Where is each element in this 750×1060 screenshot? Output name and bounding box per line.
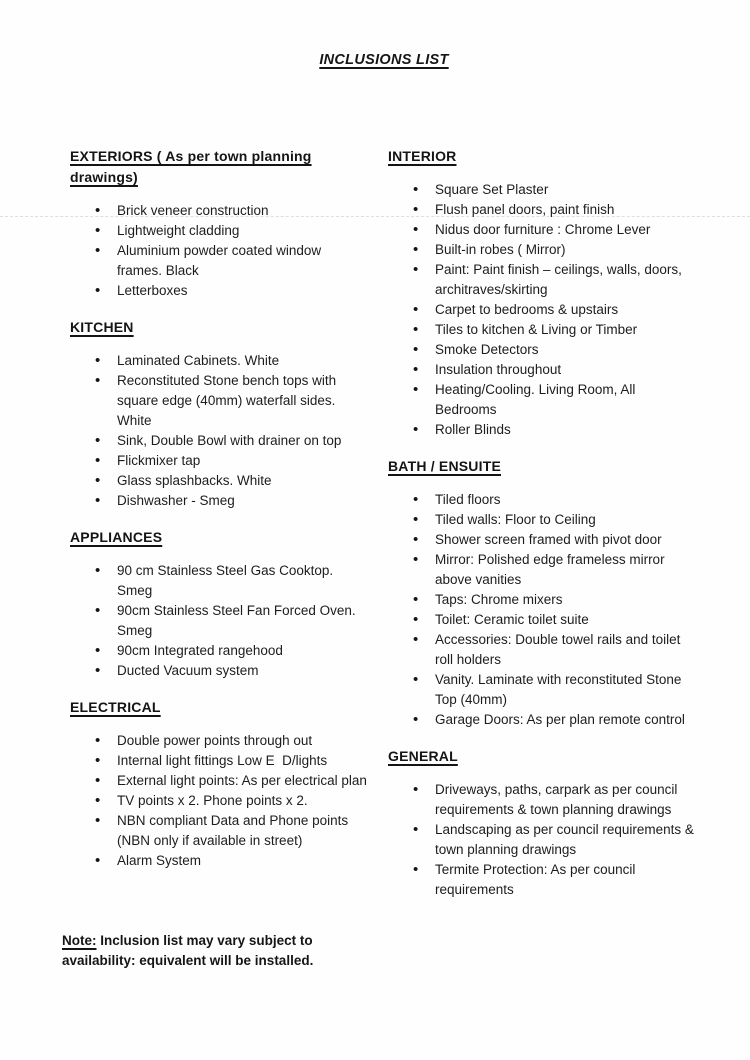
list-item: • Square Set Plaster bbox=[435, 180, 700, 200]
list-item: • Brick veneer construction bbox=[117, 201, 368, 221]
list-item: • Shower screen framed with pivot door bbox=[435, 530, 700, 550]
footer-note bbox=[62, 931, 330, 971]
section-general bbox=[388, 746, 700, 900]
section-bath-ensuite bbox=[388, 456, 700, 730]
section-item-list bbox=[70, 201, 368, 301]
list-item: • Double power points through out bbox=[117, 731, 368, 751]
list-item: • Reconstituted Stone bench tops with square edge (40mm) waterfall sides. White bbox=[117, 371, 368, 431]
list-item: • TV points x 2. Phone points x 2. bbox=[117, 791, 368, 811]
list-item: • Taps: Chrome mixers bbox=[435, 590, 700, 610]
list-item: • Built-in robes ( Mirror) bbox=[435, 240, 700, 260]
list-item: • Mirror: Polished edge frameless mirror above vanities bbox=[435, 550, 700, 590]
list-item: • 90 cm Stainless Steel Gas Cooktop. Smeg bbox=[117, 561, 368, 601]
list-item: • Flush panel doors, paint finish bbox=[435, 200, 700, 220]
note-label: Note: bbox=[62, 933, 97, 948]
section-heading-interior: INTERIOR bbox=[388, 148, 457, 164]
section-item-list bbox=[388, 180, 700, 440]
list-item: • Heating/Cooling. Living Room, All Bedrooms bbox=[435, 380, 700, 420]
list-item: • Smoke Detectors bbox=[435, 340, 700, 360]
section-heading-kitchen: KITCHEN bbox=[70, 319, 134, 335]
section-electrical bbox=[70, 697, 368, 871]
section-kitchen bbox=[70, 317, 368, 511]
list-item: • Lightweight cladding bbox=[117, 221, 368, 241]
section-item-list bbox=[388, 780, 700, 900]
list-item: • Ducted Vacuum system bbox=[117, 661, 368, 681]
section-item-list bbox=[388, 490, 700, 730]
list-item: • Tiled walls: Floor to Ceiling bbox=[435, 510, 700, 530]
list-item: • Paint: Paint finish – ceilings, walls, doors, architraves/skirting bbox=[435, 260, 700, 300]
section-appliances bbox=[70, 527, 368, 681]
section-heading-general: GENERAL bbox=[388, 748, 458, 764]
list-item: • Driveways, paths, carpark as per council requirements & town planning drawings bbox=[435, 780, 700, 820]
list-item: • Insulation throughout bbox=[435, 360, 700, 380]
list-item: • Carpet to bedrooms & upstairs bbox=[435, 300, 700, 320]
list-item: • External light points: As per electrical plan bbox=[117, 771, 368, 791]
list-item: • Roller Blinds bbox=[435, 420, 700, 440]
list-item: • Tiled floors bbox=[435, 490, 700, 510]
section-heading-exteriors: EXTERIORS ( As per town planning drawings) bbox=[70, 148, 312, 185]
section-item-list bbox=[70, 351, 368, 511]
list-item: • Landscaping as per council requirements & town planning drawings bbox=[435, 820, 700, 860]
list-item: • Tiles to kitchen & Living or Timber bbox=[435, 320, 700, 340]
left-column bbox=[70, 146, 368, 887]
list-item: • Dishwasher - Smeg bbox=[117, 491, 368, 511]
list-item: • Termite Protection: As per council requirements bbox=[435, 860, 700, 900]
list-item: • Internal light fittings Low E D/lights bbox=[117, 751, 368, 771]
list-item: • Nidus door furniture : Chrome Lever bbox=[435, 220, 700, 240]
list-item: • 90cm Integrated rangehood bbox=[117, 641, 368, 661]
list-item: • Garage Doors: As per plan remote control bbox=[435, 710, 700, 730]
list-item: • Glass splashbacks. White bbox=[117, 471, 368, 491]
note-text: Inclusion list may vary subject to availability: equivalent will be installed. bbox=[62, 933, 314, 968]
section-item-list bbox=[70, 561, 368, 681]
list-item: • Toilet: Ceramic toilet suite bbox=[435, 610, 700, 630]
page-title: INCLUSIONS LIST bbox=[319, 52, 449, 68]
list-item: • Letterboxes bbox=[117, 281, 368, 301]
section-heading-bath-ensuite: BATH / ENSUITE bbox=[388, 458, 501, 474]
list-item: • Aluminium powder coated window frames. Black bbox=[117, 241, 368, 281]
section-interior bbox=[388, 146, 700, 440]
section-item-list bbox=[70, 731, 368, 871]
right-column bbox=[388, 146, 700, 916]
list-item: • 90cm Stainless Steel Fan Forced Oven. Smeg bbox=[117, 601, 368, 641]
section-heading-appliances: APPLIANCES bbox=[70, 529, 163, 545]
list-item: • Alarm System bbox=[117, 851, 368, 871]
list-item: • Laminated Cabinets. White bbox=[117, 351, 368, 371]
list-item: • NBN compliant Data and Phone points (NBN only if available in street) bbox=[117, 811, 368, 851]
list-item: • Sink, Double Bowl with drainer on top bbox=[117, 431, 368, 451]
list-item: • Flickmixer tap bbox=[117, 451, 368, 471]
list-item: • Accessories: Double towel rails and toilet roll holders bbox=[435, 630, 700, 670]
list-item: • Vanity. Laminate with reconstituted Stone Top (40mm) bbox=[435, 670, 700, 710]
section-heading-electrical: ELECTRICAL bbox=[70, 699, 161, 715]
section-exteriors bbox=[70, 146, 368, 301]
